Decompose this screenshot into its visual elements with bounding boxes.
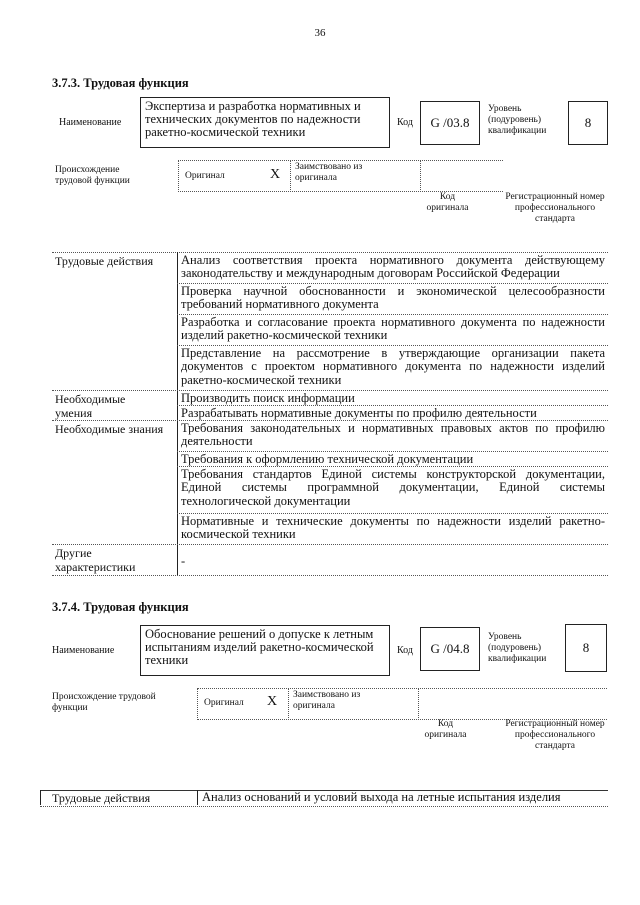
original-mark: X (267, 694, 278, 709)
name-label: Наименование (52, 645, 115, 656)
code-value-box: G /04.8 (420, 627, 480, 671)
reg-number-label: Регистрационный номер профессионального стандарта (505, 192, 605, 224)
page-number: 36 (314, 27, 326, 39)
level-value-box: 8 (568, 101, 608, 145)
other-value: - (181, 554, 186, 568)
knowledge-label: Необходимые знания (55, 422, 164, 436)
reg-number-label: Регистрационный номер профессионального стандарта (505, 719, 605, 751)
borrowed-label: Заимствовано из оригинала (295, 162, 363, 183)
origin-divider (288, 688, 289, 718)
action-row: Анализ оснований и условий выхода на летные испытания изделия (202, 790, 561, 804)
code-label: Код (397, 645, 413, 656)
action-row: Представление на рассмотрение в утверждающие организации пакета документов с проектом нормативного документа по надежности изделий ракетно-космической техники (181, 346, 605, 387)
original-label: Оригинал (204, 698, 244, 708)
knowledge-row: Требования к оформлению технической документации (181, 452, 474, 466)
actions-label: Трудовые действия (52, 791, 151, 805)
name-label: Наименование (59, 117, 122, 128)
action-row: Разработка и согласование проекта нормативного документа по надежности изделий ракетно-космической техники (181, 315, 605, 343)
code-value-box: G /03.8 (420, 101, 480, 145)
actions-label: Трудовые действия (55, 254, 154, 268)
code-original-label: Код оригинала (424, 719, 467, 740)
section-heading: 3.7.4. Трудовая функция (52, 600, 189, 614)
table-column-divider (177, 252, 178, 575)
knowledge-row: Нормативные и технические документы по надежности изделий ракетно-космической техники (181, 514, 605, 542)
code-original-label: Код оригинала (426, 192, 469, 213)
origin-label: Происхождение трудовой функции (52, 692, 156, 713)
origin-divider (420, 160, 421, 192)
section-heading: 3.7.3. Трудовая функция (52, 76, 189, 90)
skills-label: Необходимые умения (55, 392, 126, 420)
knowledge-row: Требования законодательных и нормативных правовых актов по профилю деятельности (181, 421, 605, 449)
original-mark: X (270, 167, 281, 182)
action-row: Анализ соответствия проекта нормативного документа действующему законодательству и международным договорам Российской Федерации (181, 253, 605, 281)
level-label: Уровень (подуровень) квалификации (488, 632, 547, 664)
original-label: Оригинал (185, 171, 225, 181)
table-left-border (40, 790, 41, 805)
table-column-divider (197, 790, 198, 805)
borrowed-label: Заимствовано из оригинала (293, 690, 361, 711)
origin-divider (178, 160, 179, 192)
skill-row: Производить поиск информации (181, 391, 355, 405)
function-name-box: Экспертиза и разработка нормативных и технических документов по надежности ракетно-космической техники (140, 97, 390, 148)
origin-divider (197, 688, 198, 718)
table-bottom-border (52, 575, 608, 576)
origin-label: Происхождение трудовой функции (55, 165, 130, 186)
level-label: Уровень (подуровень) квалификации (488, 104, 547, 136)
level-value-box: 8 (565, 624, 607, 672)
action-row: Проверка научной обоснованности и экономической целесообразности требований нормативного документа (181, 284, 605, 312)
function-name-box: Обоснование решений о допуске к летным испытаниям изделий ракетно-космической техники (140, 625, 390, 676)
other-label: Другие характеристики (55, 546, 136, 574)
code-label: Код (397, 117, 413, 128)
row-divider (52, 544, 608, 545)
origin-divider (290, 160, 291, 192)
skill-row: Разрабатывать нормативные документы по профилю деятельности (181, 406, 537, 420)
knowledge-row: Требования стандартов Единой системы конструкторской документации, Единой системы программной документации, Единой системы технологической документации (181, 467, 605, 508)
origin-divider (418, 688, 419, 718)
